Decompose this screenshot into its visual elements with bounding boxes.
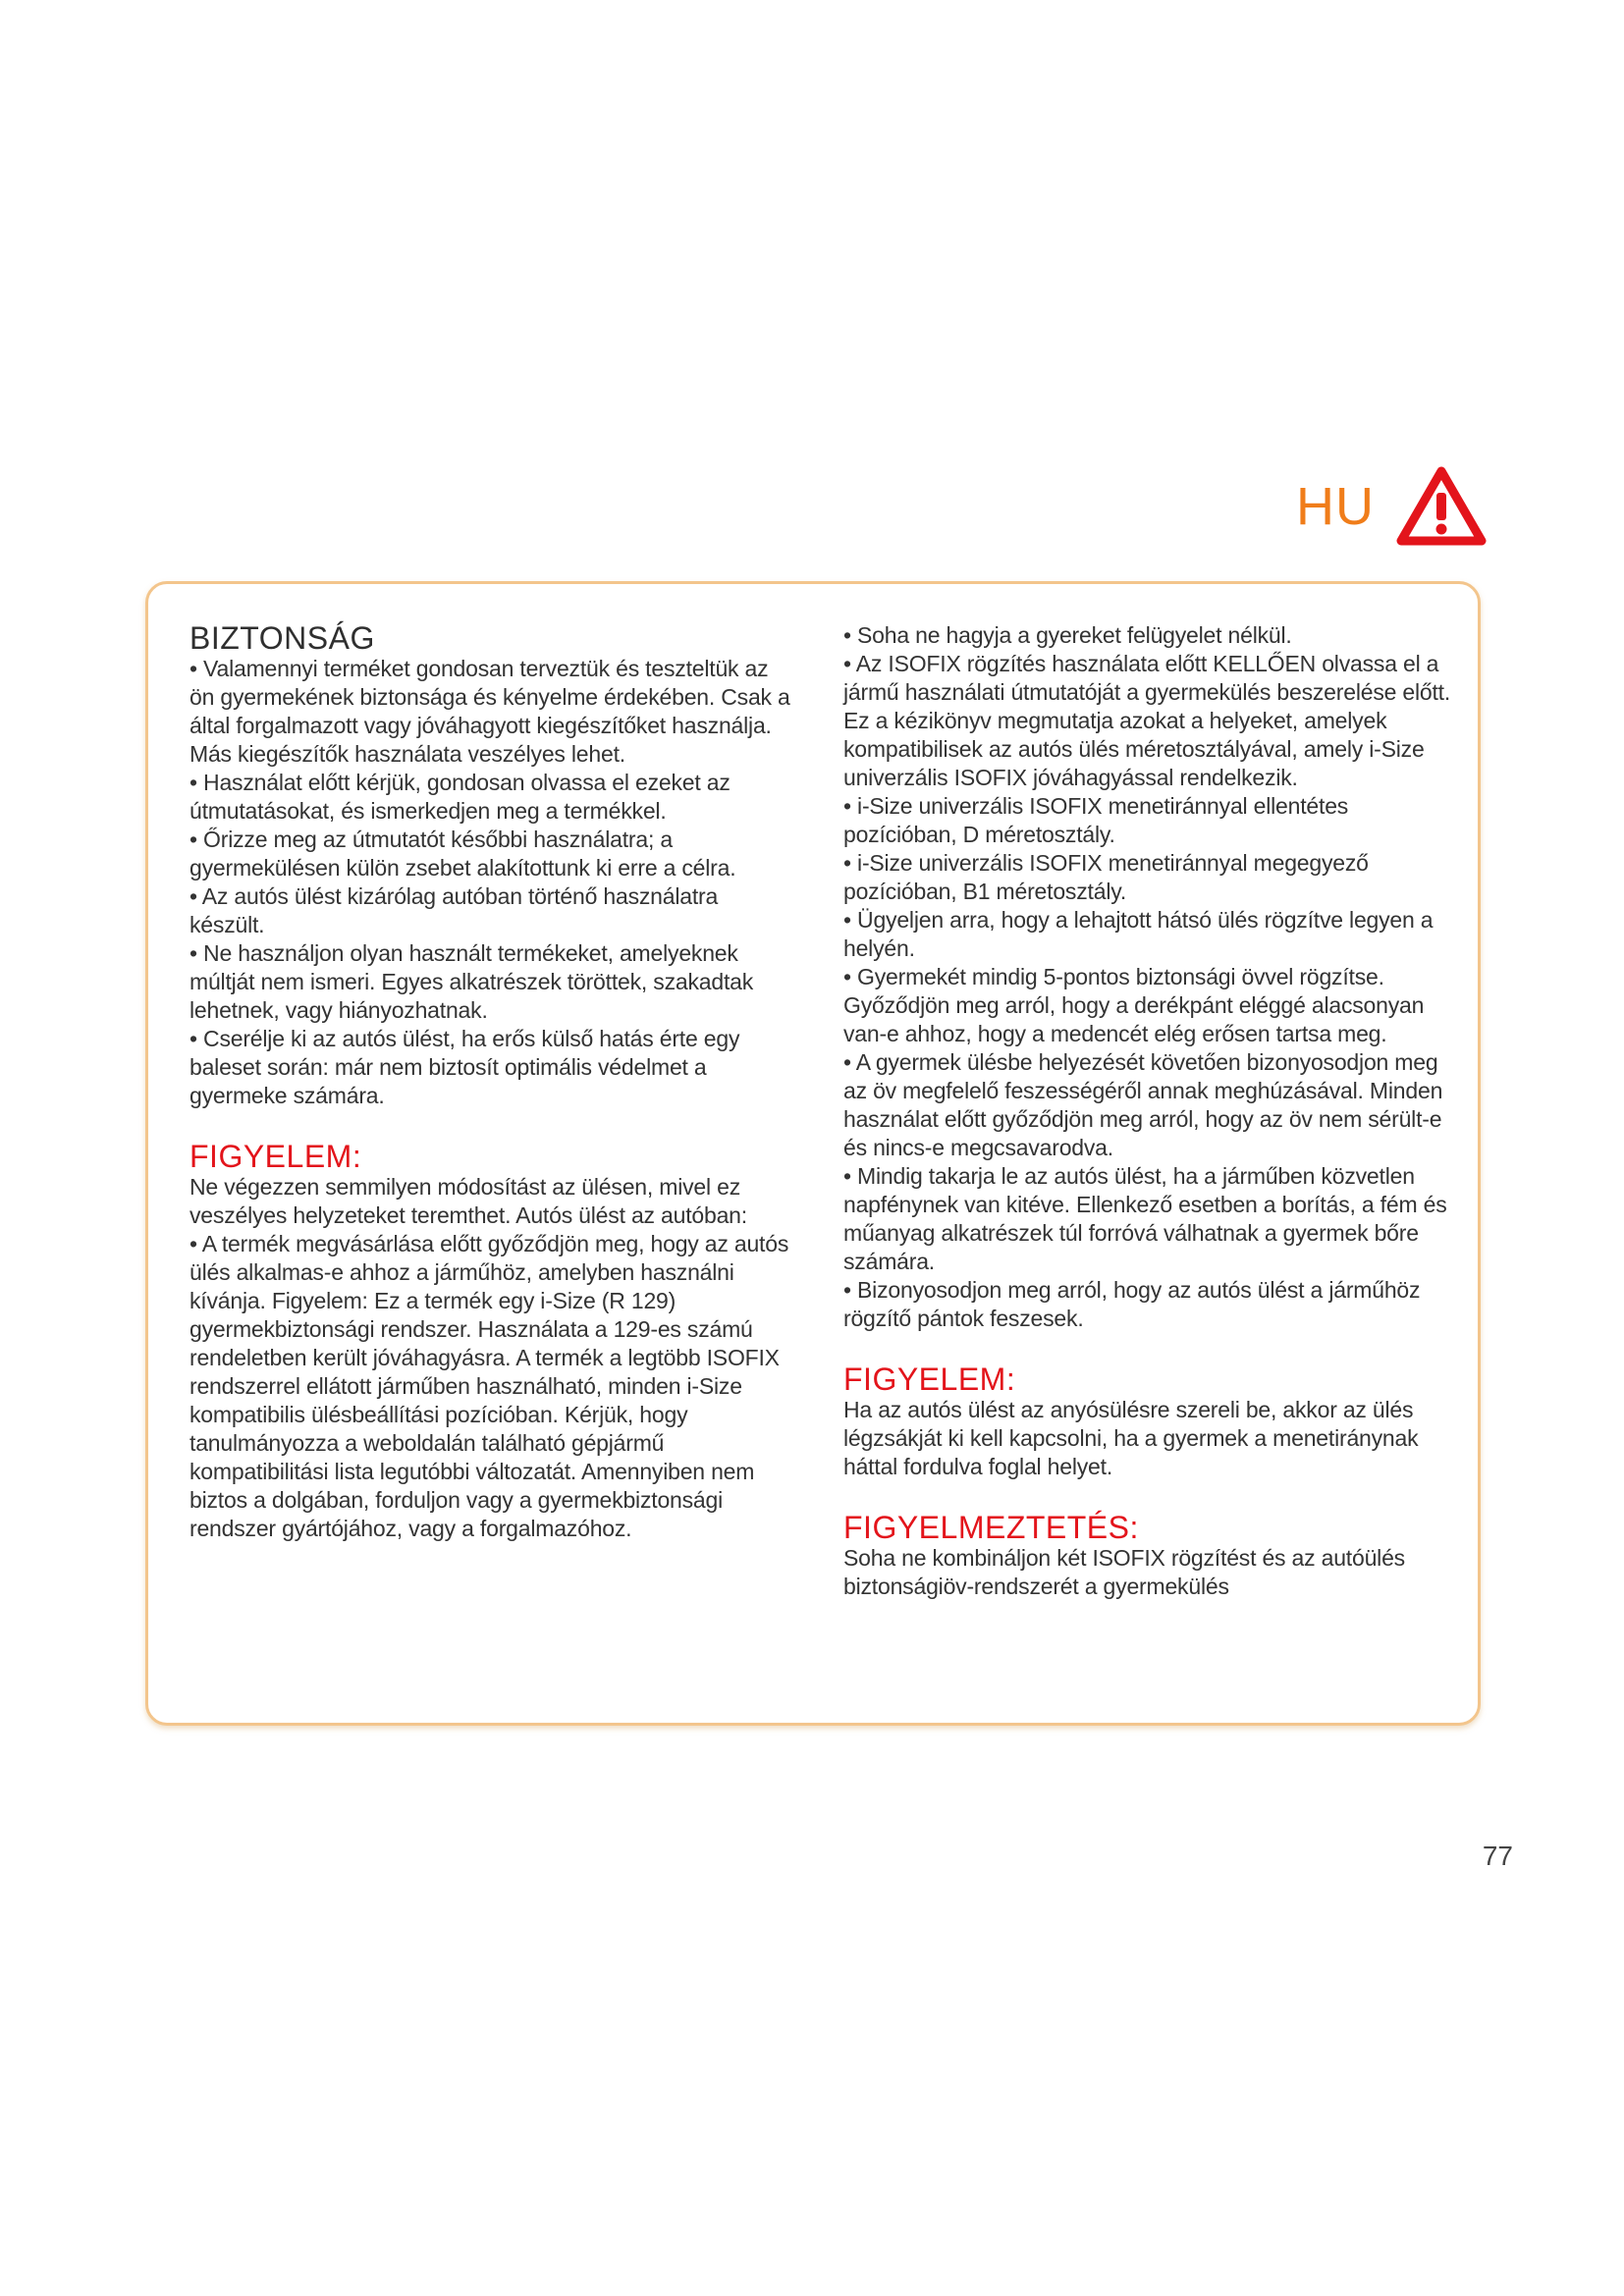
bullet-item: • i-Size univerzális ISOFIX menetiránnyal megegyező pozícióban, B1 méretosztály. bbox=[843, 850, 1369, 904]
bullet-item: • Mindig takarja le az autós ülést, ha a járműben közvetlen napfénynek van kitéve. Ellenkező esetben a borítás, a fém és műanyag alkatrészek túl forróvá válhatnak a gyermek bőre számára. bbox=[843, 1163, 1447, 1274]
bullet-item: • Cserélje ki az autós ülést, ha erős külső hatás érte egy baleset során: már nem biztosít optimális védelmet a gyermeke számára. bbox=[189, 1026, 740, 1108]
warning-heading: FIGYELMEZTETÉS: bbox=[843, 1510, 1139, 1545]
bullet-item: • Bizonyosodjon meg arról, hogy az autós ülést a járműhöz rögzítő pántok feszesek. bbox=[843, 1277, 1421, 1331]
bullet-item: • Soha ne hagyja a gyereket felügyelet nélkül. bbox=[843, 622, 1292, 648]
bullet-item: • A gyermek ülésbe helyezését követően bizonyosodjon meg az öv megfelelő feszességéről annak meghúzásával. Minden használat előtt győződjön meg arról, hogy az öv nem sérült-e és nincs-e megcsavarodva. bbox=[843, 1049, 1443, 1160]
warning-triangle-icon bbox=[1396, 466, 1487, 547]
attention-heading: FIGYELEM: bbox=[189, 1139, 362, 1174]
bullet-item: • Őrizze meg az útmutatót későbbi használatra; a gyermekülésen külön zsebet alakítottunk ki erre a célra. bbox=[189, 827, 736, 881]
left-column bbox=[189, 621, 796, 1543]
bullet-item: • i-Size univerzális ISOFIX menetiránnyal ellentétes pozícióban, D méretosztály. bbox=[843, 793, 1349, 847]
language-header bbox=[1296, 466, 1487, 547]
safety-panel bbox=[145, 581, 1481, 1726]
attention-text: Ne végezzen semmilyen módosítást az ülésen, mivel ez veszélyes helyzeteket teremthet. Autós ülést az autóban: bbox=[189, 1174, 747, 1228]
bullet-item: • A termék megvásárlása előtt győződjön meg, hogy az autós ülés alkalmas-e ahhoz a járműhöz, amelyben használni kívánja. Figyelem: Ez a termék egy i-Size (R 129) gyermekbiztonsági rendszer. Használata a 129-es számú rendeletben került jóváhagyásra. A termék a legtöbb ISOFIX rendszerrel ellátott járműben használható, minden i-Size kompatibilis ülésbeállítási pozícióban. Kérjük, hogy tanulmányozza a weboldalán található gépjármű kompatibilitási lista legutóbbi változatát. Amennyiben nem biztos a dolgában, forduljon vagy a gyermekbiztonsági rendszer gyártójához, vagy a forgalmazóhoz. bbox=[189, 1231, 789, 1541]
section-title-biztonsag: BIZTONSÁG bbox=[189, 620, 375, 656]
bullet-item: • Az ISOFIX rögzítés használata előtt KELLŐEN olvassa el a jármű használati útmutatóját a gyermekülés beszerelése előtt. Ez a kézikönyv megmutatja azokat a helyeket, amelyek kompatibilisek az autós ülés méretosztályával, amely i-Size univerzális ISOFIX jóváhagyással rendelkezik. bbox=[843, 651, 1451, 790]
attention-heading: FIGYELEM: bbox=[843, 1362, 1016, 1397]
page-number: 77 bbox=[1482, 1841, 1513, 1871]
bullet-item: • Ügyeljen arra, hogy a lehajtott hátsó ülés rögzítve legyen a helyén. bbox=[843, 907, 1434, 961]
bullet-item: • Használat előtt kérjük, gondosan olvassa el ezeket az útmutatásokat, és ismerkedjen meg a termékkel. bbox=[189, 770, 731, 824]
warning-text: Soha ne kombináljon két ISOFIX rögzítést és az autóülés biztonságiöv-rendszerét a gyermekülés bbox=[843, 1545, 1405, 1599]
bullet-item: • Gyermekét mindig 5-pontos biztonsági övvel rögzítse. Győződjön meg arról, hogy a derékpánt eléggé alacsonyan van-e ahhoz, hogy a medencét elég erősen tartsa meg. bbox=[843, 964, 1425, 1046]
bullet-item: • Ne használjon olyan használt termékeket, amelyeknek múltját nem ismeri. Egyes alkatrészek töröttek, szakadtak lehetnek, vagy hiányozhatnak. bbox=[189, 940, 754, 1023]
language-code: HU bbox=[1296, 477, 1375, 536]
attention-text: Ha az autós ülést az anyósülésre szereli be, akkor az ülés légzsákját ki kell kapcsolni, ha a gyermek a menetiránynak háttal fordulva foglal helyet. bbox=[843, 1397, 1419, 1479]
bullet-item: • Valamennyi terméket gondosan terveztük és teszteltük az ön gyermekének biztonsága és kényelme érdekében. Csak a által forgalmazott vagy jóváhagyott kiegészítőket használja. Más kiegészítők használata veszélyes lehet. bbox=[189, 656, 790, 767]
right-column bbox=[843, 621, 1454, 1601]
bullet-item: • Az autós ülést kizárólag autóban történő használatra készült. bbox=[189, 883, 719, 937]
